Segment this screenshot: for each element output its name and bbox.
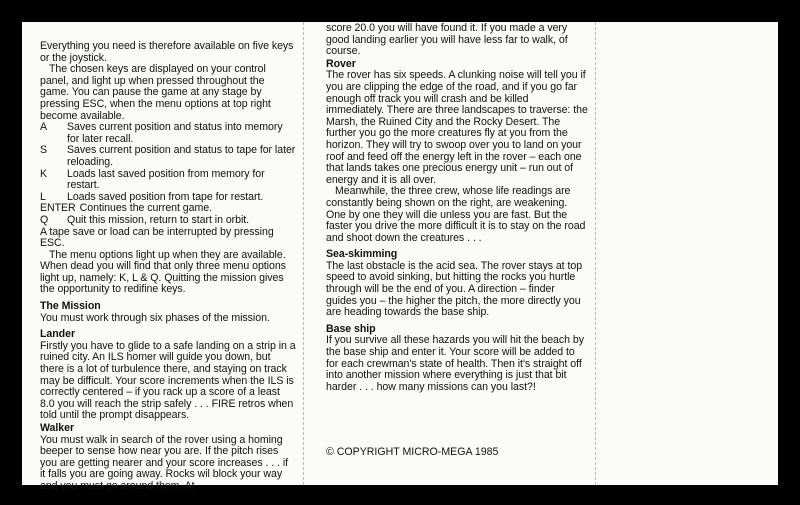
- walker-continued-paragraph: score 20.0 you will have found it. If you made a very good landing earlier you will have less far to walk, of course.: [326, 22, 568, 58]
- key-label: S: [40, 144, 48, 157]
- menu-options-paragraph: The menu options light up when they are available. When dead you will find that only three menu options light up, namely: K, L & Q. Quitting the mission gives the opportunity to redifine keys.: [40, 248, 286, 296]
- key-row: [40, 169, 296, 192]
- key-label: ENTER: [40, 202, 76, 215]
- mission-heading: The Mission: [40, 300, 101, 313]
- fold-line-right: [595, 22, 597, 485]
- copyright-notice: © COPYRIGHT MICRO-MEGA 1985: [326, 446, 499, 458]
- key-description: Loads saved position from tape for restart.: [67, 190, 264, 203]
- rover-paragraph: The rover has six speeds. A clunking noise will tell you if you are clipping the edge of the road, and if you go far enough off track you will crash and be killed immediately. There are three landscapes to traverse: the Marsh, the Ruined City and the Rocky Desert. The further you go the more creatures fly at you from the horizon. They will try to swoop over you to land on your roof and feed off the energy left in the rover – each one that lands takes one precious energy unit – run out of energy and it is all over.: [326, 69, 588, 186]
- sea-skimming-paragraph: The last obstacle is the acid sea. The rover stays at top speed to avoid sinking, but hitting the rocks you hurtle through will be the end of you. A direction – finder guides you – the higher the pitch, the more directly you are heading towards the base ship.: [326, 259, 583, 319]
- key-row-quit: [40, 215, 296, 227]
- key-description: Continues the current game.: [79, 202, 212, 215]
- crew-paragraph: Meanwhile, the three crew, whose life readings are constantly being shown on the right, are weakening. One by one they will die unless you are fast. But the faster you drive the more difficult it is to stay on the road and shoot down the creatures . . .: [326, 185, 586, 244]
- inlay-sheet: [22, 22, 778, 492]
- key-label: L: [40, 190, 46, 203]
- middle-column: [326, 23, 588, 393]
- sea-skimming-heading: Sea-skimming: [326, 248, 398, 261]
- key-label: K: [40, 167, 48, 180]
- walker-paragraph: You must walk in search of the rover using a homing beeper to sense how near you are. If the pitch rises you are getting nearer and your score increases . . . if it falls you are going away. Rocks wil block your way and you must go around them. At: [40, 433, 289, 492]
- key-row: [40, 122, 296, 145]
- base-ship-paragraph: If you survive all these hazards you will hit the beach by the base ship and enter it. Your score will be added to for each crewman's state of health. Then it's straight off into another mission where everything is just that bit harder . . . how many missions can you last?!: [326, 334, 584, 393]
- mission-paragraph: You must work through six phases of the mission.: [40, 311, 270, 324]
- key-list: [40, 122, 296, 226]
- key-row: [40, 145, 296, 168]
- left-column: [40, 41, 296, 493]
- key-description: Loads last saved position from memory for restart.: [67, 167, 265, 192]
- key-description: Saves current position and status into memory for later recall.: [67, 121, 283, 145]
- tape-note: A tape save or load can be interrupted by pressing ESC.: [40, 225, 274, 250]
- fold-line-left: [303, 22, 305, 485]
- chosen-keys-paragraph: The chosen keys are displayed on your control panel, and light up when pressed throughout the game. You can pause the game at any stage by pressing ESC, when the menu options at top right become available.: [40, 63, 271, 122]
- key-description: Quit this mission, return to start in orbit.: [67, 213, 250, 226]
- lander-paragraph: Firstly you have to glide to a safe landing on a strip in a ruined city. An ILS homer will guide you down, but there is a lot of turbulence there, and staying on track may be difficult. Your score increments when the ILS is correctly centered – if you rack up a score of a least 8.0 you will reach the strip safely . . . FIRE retros when told until the prompt disappears.: [40, 339, 296, 422]
- key-label: A: [40, 121, 48, 134]
- walker-heading: Walker: [40, 422, 75, 434]
- key-description: Saves current position and status to tape for later reloading.: [67, 144, 296, 168]
- intro-paragraph: Everything you need is therefore available on five keys or the joystick.: [40, 40, 294, 64]
- lander-heading: Lander: [40, 328, 76, 341]
- key-label: Q: [40, 213, 49, 226]
- base-ship-heading: Base ship: [326, 322, 376, 335]
- rover-heading: Rover: [326, 57, 356, 70]
